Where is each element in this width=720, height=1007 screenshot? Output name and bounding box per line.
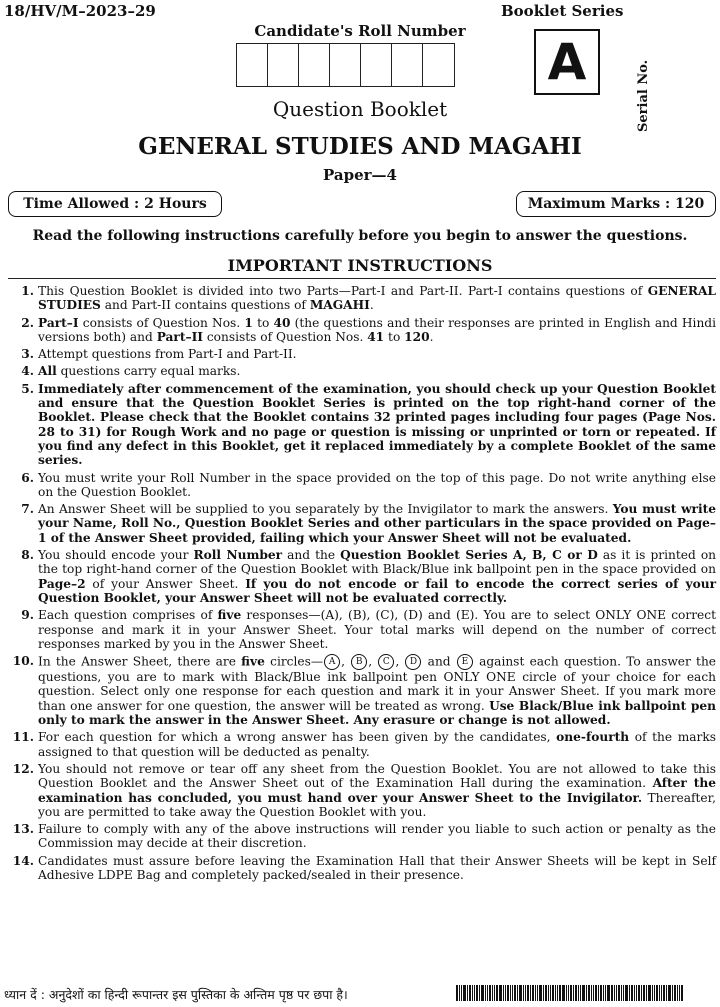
bold-text: Use Black/Blue ink ballpoint pen only to mark the answer in the Answer Sheet. Any erasure or change is not allowed. <box>38 698 716 728</box>
instruction-number: 1. <box>21 284 34 298</box>
text-segment: You should encode your <box>38 548 194 563</box>
barcode-bar <box>476 985 478 1001</box>
barcode-bar <box>481 985 484 1001</box>
text-segment: (the questions and their responses are printed in English and Hindi versions both) and <box>38 315 716 344</box>
barcode-bar <box>507 985 509 1001</box>
bold-text: All <box>38 364 57 379</box>
roll-box[interactable] <box>237 44 268 86</box>
barcode-bar <box>562 985 565 1001</box>
booklet-series-letter: A <box>534 29 600 95</box>
instruction-number: 12. <box>12 761 34 776</box>
barcode-bar <box>603 985 604 1001</box>
instruction-text <box>38 854 716 883</box>
barcode-bar <box>552 985 554 1001</box>
answer-circle-icon: D <box>405 654 421 670</box>
barcode-bar <box>646 985 647 1001</box>
instruction-item <box>6 730 716 759</box>
instruction-text <box>38 730 716 759</box>
barcode-bar <box>666 985 667 1001</box>
instruction-text <box>38 608 716 651</box>
text-segment: consists of Question Nos. <box>202 329 368 344</box>
barcode-bar <box>463 985 466 1001</box>
barcode-bar <box>663 985 665 1001</box>
barcode-bar <box>580 985 581 1001</box>
barcode-bar <box>499 985 502 1001</box>
instruction-number: 10. <box>12 654 34 669</box>
bold-text: Question Booklet Series A, B, C or D <box>340 548 598 563</box>
text-segment: as it is printed on the top right-hand corner of the Question Booklet with Black/Blue ink ballpoint pen in the space provided on <box>38 548 717 577</box>
barcode-bar <box>487 985 488 1001</box>
barcode-bar <box>659 985 660 1001</box>
barcode-bar <box>591 985 592 1001</box>
instruction-number: 8. <box>21 548 34 563</box>
answer-circle-icon: B <box>351 654 367 670</box>
instruction-number: 7. <box>21 502 34 517</box>
text-segment: Failure to comply with any of the above instructions will render you liable to such action or penalty as the Commission may decide at their discretion. <box>38 822 716 851</box>
roll-box[interactable] <box>299 44 330 86</box>
barcode-bar <box>575 985 577 1001</box>
barcode-bar <box>555 985 556 1001</box>
barcode-bar <box>672 985 673 1001</box>
barcode-bar <box>510 985 511 1001</box>
barcode-bar <box>614 985 615 1001</box>
instruction-text <box>38 654 716 727</box>
instruction-number: 14. <box>12 853 34 868</box>
instruction-text <box>38 364 716 378</box>
barcode-bar <box>548 985 549 1001</box>
text-segment: and <box>422 654 456 669</box>
barcode-bar <box>578 985 579 1001</box>
instruction-item <box>6 471 716 500</box>
exam-code: 18/HV/M–2023–29 <box>4 2 156 20</box>
text-segment: and Part-II contains questions of <box>100 298 310 313</box>
barcode-bar <box>643 985 645 1001</box>
read-instructions-line: Read the following instructions carefully before you begin to answer the questions. <box>32 228 688 244</box>
barcode-bar <box>494 985 495 1001</box>
bold-text: 1 <box>244 315 253 330</box>
barcode-bar <box>611 985 613 1001</box>
barcode-bar <box>654 985 655 1001</box>
barcode-bar <box>648 985 651 1001</box>
instruction-number: 9. <box>21 608 34 623</box>
barcode-bar <box>661 985 662 1001</box>
barcode-bar <box>674 985 676 1001</box>
barcode-bar <box>677 985 678 1001</box>
barcode-bar <box>638 985 640 1001</box>
instruction-number: 11. <box>12 730 34 745</box>
maximum-marks-text: Maximum Marks : 120 <box>527 196 705 212</box>
text-segment: You should not remove or tear off any sheet from the Question Booklet. You are not allowed to take this Question Booklet and the Answer Sheet out of the Examination Hall during the examination. <box>38 761 716 791</box>
barcode-bar <box>618 985 620 1001</box>
hindi-note: ध्यान दें : अनुदेशों का हिन्दी रूपान्तर इस पुस्तिका के अन्तिम पृष्ठ पर छपा है। <box>4 987 348 1002</box>
barcode-bar <box>600 985 602 1001</box>
barcode-bar <box>668 985 671 1001</box>
text-segment: You must write your Roll Number in the space provided on the top of this page. Do not write anything else on the Question Booklet. <box>38 470 716 499</box>
barcode-bar <box>489 985 491 1001</box>
serial-number-label: Serial No. <box>636 59 651 132</box>
time-allowed-box <box>8 191 222 217</box>
barcode-bar <box>631 985 633 1001</box>
barcode-bar <box>519 985 522 1001</box>
answer-circle-icon: E <box>457 654 473 670</box>
time-allowed-text: Time Allowed : 2 Hours <box>23 196 207 212</box>
barcode-bar <box>625 985 628 1001</box>
instruction-item <box>6 364 716 378</box>
instruction-item <box>6 854 716 883</box>
bold-text: After the examination has concluded, you must hand over your Answer Sheet to the Invigilator. <box>38 776 717 805</box>
barcode-bar <box>623 985 624 1001</box>
barcode-bar <box>523 985 524 1001</box>
instruction-number: 5. <box>21 381 34 396</box>
bold-text: Page–2 <box>38 576 86 591</box>
text-segment: circles— <box>264 654 324 669</box>
barcode-bar <box>607 985 610 1001</box>
answer-circle-icon: A <box>324 654 340 670</box>
roll-box[interactable] <box>423 44 454 86</box>
barcode-bar <box>472 985 473 1001</box>
text-segment: consists of Question Nos. <box>78 315 245 330</box>
barcode-bar <box>595 985 597 1001</box>
instruction-item <box>6 822 716 851</box>
bold-text: GENERAL STUDIES <box>38 284 716 313</box>
text-segment: to <box>252 315 274 330</box>
barcode-bar <box>652 985 653 1001</box>
barcode-bar <box>479 985 480 1001</box>
bold-text: Roll Number <box>193 548 283 563</box>
instruction-text <box>38 471 716 500</box>
barcode-bar <box>570 985 572 1001</box>
booklet-series-label: Booklet Series <box>501 2 624 20</box>
instruction-text <box>38 382 716 468</box>
text-segment: , <box>341 654 351 669</box>
instructions-heading: IMPORTANT INSTRUCTIONS <box>227 256 493 275</box>
bold-text: five <box>241 654 265 669</box>
barcode-bar <box>641 985 642 1001</box>
heading-divider <box>8 278 716 279</box>
barcode-bar <box>512 985 513 1001</box>
barcode-bar <box>525 985 526 1001</box>
barcode-bar <box>550 985 551 1001</box>
instruction-number: 2. <box>21 315 34 330</box>
bold-text: Part–I <box>38 315 79 330</box>
barcode-bar <box>456 985 458 1001</box>
barcode-bar <box>598 985 599 1001</box>
text-segment: Candidates must assure before leaving the Examination Hall that their Answer Sheets will be kept in Self Adhesive LDPE Bag and completely packed/sealed in their presence. <box>38 853 716 882</box>
barcode-bar <box>586 985 587 1001</box>
barcode-bar <box>634 985 635 1001</box>
barcode-bar <box>527 985 529 1001</box>
barcode-bar <box>485 985 486 1001</box>
text-segment: against each question. To answer the questions, you are to mark with Black/Blue ink ballpoint pen ONLY ONE circle of your choice for each question. Select only one response for each question and mark it in your Answer Sheet. If you mark more than one answer for one question, the answer will be treated as wrong. <box>38 654 717 713</box>
text-segment: An Answer Sheet will be supplied to you separately by the Invigilator to mark the answers. <box>38 502 613 517</box>
text-segment: questions carry equal marks. <box>56 364 241 379</box>
bold-text: 40 <box>273 315 291 330</box>
barcode-bar <box>629 985 630 1001</box>
barcode-bar <box>545 985 547 1001</box>
barcode-bar <box>474 985 475 1001</box>
barcode-bar <box>566 985 567 1001</box>
barcode-bar <box>636 985 637 1001</box>
text-segment: , <box>368 654 378 669</box>
barcode-bar <box>557 985 558 1001</box>
barcode-bar <box>505 985 506 1001</box>
instruction-item <box>6 654 716 727</box>
barcode <box>456 985 716 1001</box>
instruction-item <box>6 316 716 345</box>
barcode-bar <box>532 985 534 1001</box>
barcode-bar <box>514 985 516 1001</box>
barcode-bar <box>582 985 585 1001</box>
maximum-marks-box <box>516 191 716 217</box>
roll-number-label: Candidate's Roll Number <box>254 22 466 40</box>
instruction-number: 6. <box>21 470 34 485</box>
barcode-bar <box>605 985 606 1001</box>
bold-text: MAGAHI <box>309 298 370 313</box>
bold-text: five <box>217 608 242 623</box>
text-segment: of your Answer Sheet. <box>85 576 246 591</box>
barcode-bar <box>517 985 518 1001</box>
instruction-item <box>6 502 716 545</box>
instruction-item <box>6 347 716 361</box>
instruction-number: 13. <box>12 822 34 837</box>
instruction-item <box>6 762 716 819</box>
barcode-bar <box>496 985 498 1001</box>
roll-box[interactable] <box>392 44 423 86</box>
instruction-text <box>38 762 716 819</box>
text-segment: Each question comprises of <box>38 608 218 623</box>
text-segment: of the marks assigned to that question will be deducted as penalty. <box>38 730 717 759</box>
barcode-bar <box>573 985 574 1001</box>
roll-number-boxes[interactable] <box>236 43 455 87</box>
barcode-bar <box>492 985 493 1001</box>
barcode-bar <box>537 985 538 1001</box>
barcode-bar <box>530 985 531 1001</box>
instruction-item <box>6 548 716 605</box>
text-segment: , <box>395 654 405 669</box>
barcode-bar <box>539 985 542 1001</box>
instruction-number: 4. <box>21 364 34 379</box>
barcode-bar <box>559 985 561 1001</box>
barcode-bar <box>681 985 683 1001</box>
barcode-bar <box>543 985 544 1001</box>
roll-box[interactable] <box>268 44 299 86</box>
barcode-bar <box>461 985 462 1001</box>
text-segment: . <box>369 298 374 313</box>
text-segment: For each question for which a wrong answer has been given by the candidates, <box>38 730 557 745</box>
text-segment: Attempt questions from Part-I and Part-II. <box>38 347 297 362</box>
instruction-text <box>38 284 716 313</box>
instruction-item <box>6 284 716 313</box>
text-segment: This Question Booklet is divided into two Parts—Part-I and Part-II. Part-I contains questions of <box>38 284 648 298</box>
text-segment: and the <box>282 548 341 563</box>
barcode-bar <box>593 985 594 1001</box>
instruction-text <box>38 822 716 851</box>
text-segment: . <box>429 329 434 344</box>
bold-text: Immediately after commencement of the examination, you should check up your Question Booklet and ensure that the Question Booklet Series is printed on the top right-hand corner of the Booklet. Please check that the Booklet contains 32 printed pages including four pages (Page Nos. 28 to 31) for Rough Work and no page or question is missing or unprinted or torn or repeated. If you find any defect in this Booklet, get it replaced immediately by a complete Booklet of the same series. <box>38 381 716 468</box>
instructions-list <box>6 284 716 885</box>
bold-text: You must write your Name, Roll No., Question Booklet Series and other particulars in the space provided on Page–1 of the Answer Sheet provided, failing which your Answer Sheet will not be evaluated. <box>38 502 716 545</box>
text-segment: to <box>384 329 405 344</box>
paper-number: Paper—4 <box>323 166 397 184</box>
barcode-bar <box>535 985 536 1001</box>
instruction-number: 3. <box>21 347 34 362</box>
barcode-bar <box>467 985 468 1001</box>
answer-circle-icon: C <box>378 654 394 670</box>
instruction-text <box>38 316 716 345</box>
instruction-item <box>6 608 716 651</box>
barcode-bar <box>469 985 471 1001</box>
bold-text: If you do not encode or fail to encode the correct series of your Question Booklet, your Answer Sheet will not be evaluated correctly. <box>38 576 717 605</box>
bold-text: Part–II <box>156 329 203 344</box>
text-segment: Thereafter, you are permitted to take away the Question Booklet with you. <box>38 790 716 819</box>
instruction-text <box>38 502 716 545</box>
text-segment: responses—(A), (B), (C), (D) and (E). You are to select ONLY ONE correct response and mark it in your Answer Sheet. Your total marks will depend on the number of correct responses marked by you in the Answer Sheet. <box>38 608 716 651</box>
barcode-bar <box>568 985 569 1001</box>
bold-text: 120 <box>404 329 430 344</box>
question-booklet-label: Question Booklet <box>272 97 448 121</box>
barcode-bar <box>616 985 617 1001</box>
barcode-bar <box>621 985 622 1001</box>
bold-text: one-fourth <box>556 730 630 745</box>
barcode-bar <box>588 985 590 1001</box>
barcode-bar <box>679 985 680 1001</box>
barcode-bar <box>503 985 504 1001</box>
bold-text: 41 <box>367 329 385 344</box>
barcode-bar <box>459 985 460 1001</box>
roll-box[interactable] <box>330 44 361 86</box>
barcode-bar <box>656 985 658 1001</box>
roll-box[interactable] <box>361 44 392 86</box>
text-segment: In the Answer Sheet, there are <box>38 654 242 669</box>
page-title: GENERAL STUDIES AND MAGAHI <box>138 133 582 160</box>
instruction-text <box>38 347 716 361</box>
instruction-item <box>6 382 716 468</box>
instruction-text <box>38 548 716 605</box>
